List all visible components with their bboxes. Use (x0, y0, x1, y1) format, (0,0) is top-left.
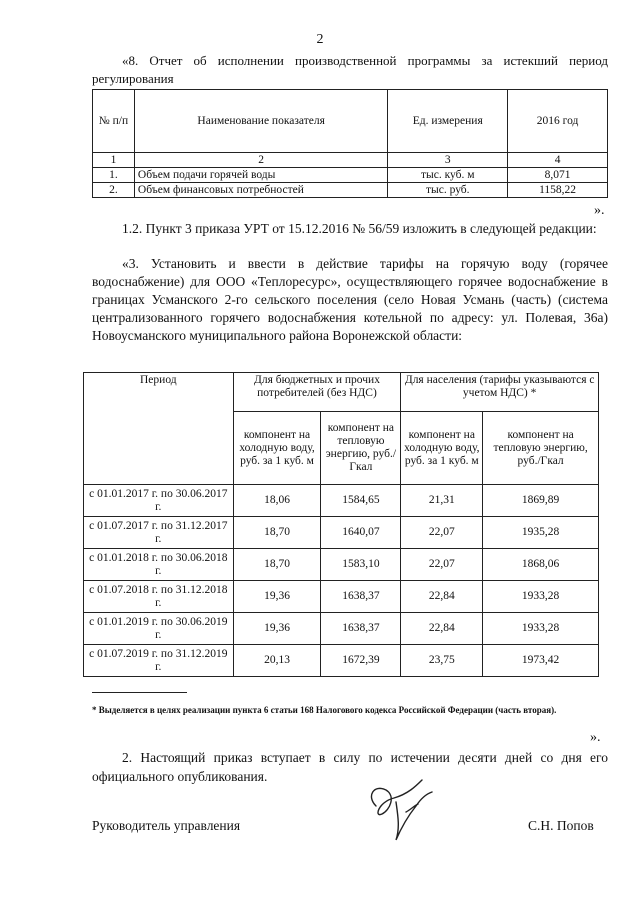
budget-heat-cell: 1640,07 (321, 517, 401, 549)
header-cell: Ед. измерения (388, 90, 508, 153)
subheader-heat: компонент на тепловую энергию, руб./Гкал (483, 412, 599, 485)
budget-cold-cell: 20,13 (233, 645, 321, 677)
numbering-cell: 2 (134, 153, 387, 168)
population-cold-cell: 21,31 (401, 485, 483, 517)
row-number: 1. (93, 168, 135, 183)
paragraph-2: 2. Настоящий приказ вступает в силу по истечении десяти дней со дня его официального опубликования. (92, 750, 608, 784)
budget-heat-cell: 1584,65 (321, 485, 401, 517)
population-group-header: Для населения (тарифы указываются с учетом НДС) * (401, 373, 599, 412)
period-cell: с 01.07.2018 г. по 31.12.2018 г. (84, 581, 234, 613)
header-cell: 2016 год (508, 90, 608, 153)
signatory-title: Руководитель управления (92, 818, 241, 833)
table-row (93, 183, 608, 198)
subheader-cold: компонент на холодную воду, руб. за 1 куб. м (401, 412, 483, 485)
budget-heat-cell: 1638,37 (321, 581, 401, 613)
row-unit: тыс. куб. м (388, 168, 508, 183)
population-heat-cell: 1973,42 (483, 645, 599, 677)
table-row (84, 613, 599, 645)
subheader-heat: компонент на тепловую энергию, руб./Гкал (321, 412, 401, 485)
report-table-header (93, 90, 608, 153)
table-row (84, 485, 599, 517)
budget-cold-cell: 18,06 (233, 485, 321, 517)
header-cell: Наименование показателя (134, 90, 387, 153)
closing-quote: ». (594, 203, 605, 218)
section-8-heading: «8. Отчет об исполнении производственной программы за истекший период регулирования (92, 53, 608, 86)
population-heat-cell: 1933,28 (483, 581, 599, 613)
numbering-cell: 1 (93, 153, 135, 168)
population-cold-cell: 22,07 (401, 549, 483, 581)
header-cell: № п/п (93, 90, 135, 153)
population-cold-cell: 22,84 (401, 613, 483, 645)
budget-cold-cell: 18,70 (233, 517, 321, 549)
population-cold-cell: 23,75 (401, 645, 483, 677)
handwritten-signature (356, 776, 446, 844)
population-cold-cell: 22,07 (401, 517, 483, 549)
population-heat-cell: 1933,28 (483, 613, 599, 645)
table-row (84, 549, 599, 581)
budget-cold-cell: 18,70 (233, 549, 321, 581)
table-row (84, 517, 599, 549)
budget-cold-cell: 19,36 (233, 581, 321, 613)
report-table (92, 89, 608, 198)
subheader-cold: компонент на холодную воду, руб. за 1 куб. м (233, 412, 321, 485)
population-heat-cell: 1869,89 (483, 485, 599, 517)
period-cell: с 01.07.2017 г. по 31.12.2017 г. (84, 517, 234, 549)
row-value: 1158,22 (508, 183, 608, 198)
period-cell: с 01.07.2019 г. по 31.12.2019 г. (84, 645, 234, 677)
budget-cold-cell: 19,36 (233, 613, 321, 645)
population-heat-cell: 1868,06 (483, 549, 599, 581)
footnote-divider (92, 692, 187, 693)
table-row (84, 645, 599, 677)
population-cold-cell: 22,84 (401, 581, 483, 613)
period-header: Период (84, 373, 234, 485)
signatory-name: С.Н. Попов (528, 818, 594, 833)
period-cell: с 01.01.2019 г. по 30.06.2019 г. (84, 613, 234, 645)
tariff-header-row (84, 373, 599, 412)
tariff-table (83, 372, 599, 677)
row-unit: тыс. руб. (388, 183, 508, 198)
row-number: 2. (93, 183, 135, 198)
page-number: 2 (316, 32, 324, 47)
table-row (93, 168, 608, 183)
numbering-cell: 3 (388, 153, 508, 168)
paragraph-3: «3. Установить и ввести в действие тарифы на горячую воду (горячее водоснабжение) для ООО «Теплоресурс», осуществляющего горячее водоснабжение в границах Усманского 2-го сельского поселения (село Новая Усмань (часть) (система централизованного горячего водоснабжения котельной по адресу: ул. Полевая, 36а) Новоусманского муниципального района Воронежской области: (92, 256, 608, 343)
budget-group-header: Для бюджетных и прочих потребителей (без НДС) (233, 373, 401, 412)
row-value: 8,071 (508, 168, 608, 183)
numbering-row (93, 153, 608, 168)
table-row (84, 581, 599, 613)
population-heat-cell: 1935,28 (483, 517, 599, 549)
closing-quote: ». (590, 730, 601, 745)
budget-heat-cell: 1672,39 (321, 645, 401, 677)
paragraph-1-2: 1.2. Пункт 3 приказа УРТ от 15.12.2016 № 56/59 изложить в следующей редакции: (122, 221, 597, 236)
row-name: Объем подачи горячей воды (134, 168, 387, 183)
numbering-cell: 4 (508, 153, 608, 168)
period-cell: с 01.01.2017 г. по 30.06.2017 г. (84, 485, 234, 517)
period-cell: с 01.01.2018 г. по 30.06.2018 г. (84, 549, 234, 581)
footnote: * Выделяется в целях реализации пункта 6 статьи 168 Налогового кодекса Российской Федерации (часть вторая). (92, 705, 557, 715)
budget-heat-cell: 1583,10 (321, 549, 401, 581)
row-name: Объем финансовых потребностей (134, 183, 387, 198)
budget-heat-cell: 1638,37 (321, 613, 401, 645)
